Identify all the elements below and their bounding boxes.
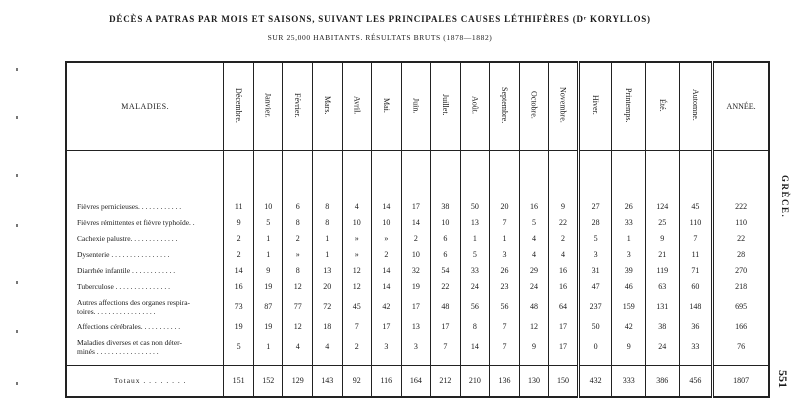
table-cell: 14 [460,335,490,359]
margin-mark [16,224,18,227]
table-cell: 14 [401,215,431,231]
table-cell: 218 [713,279,769,295]
table-cell: 19 [253,279,283,295]
disease-label-line1: Maladies diverses et cas non déter- [77,337,183,347]
table-cell: 13 [401,319,431,335]
month-header: Janvier. [253,62,283,150]
table-cell: 50 [460,199,490,215]
margin-mark [16,68,18,71]
table-cell: 48 [519,295,549,319]
table-cell: 8 [460,319,490,335]
table-subtitle: SUR 25,000 HABITANTS. RÉSULTATS BRUTS (1878—1882) [267,33,493,42]
country-side-label: GRÈCE. [780,175,790,219]
table-cell: 18 [313,319,343,335]
table-cell: 386 [646,365,680,397]
blank-row [66,183,769,199]
table-cell: 10 [372,215,402,231]
disease-label [66,295,224,319]
table-cell: 124 [646,199,680,215]
table-cell: 4 [549,247,579,263]
table-cell: 60 [679,279,713,295]
table-cell: 38 [646,319,680,335]
table-cell: 10 [401,247,431,263]
table-cell: 4 [283,335,313,359]
table-row [66,215,769,231]
table-cell: 9 [224,215,254,231]
table-cell: 11 [679,247,713,263]
table-cell: 4 [519,247,549,263]
table-cell: 29 [519,263,549,279]
table-cell: 148 [679,295,713,319]
month-header: Avril. [342,62,372,150]
table-cell: 22 [431,279,461,295]
disease-label: Dysenterie . . . . . . . . . . . . . . . . [77,250,170,259]
totals-label: Totaux . . . . . . . . [66,365,224,397]
table-cell: 6 [283,199,313,215]
table-cell: 22 [713,231,769,247]
table-cell: 131 [646,295,680,319]
table-cell: 14 [372,279,402,295]
month-header: Septembre. [490,62,520,150]
table-cell: 46 [612,279,646,295]
disease-label-line1: Autres affections des organes respira- [77,297,191,307]
table-cell: 26 [490,263,520,279]
month-header: Novembre. [549,62,579,150]
table-cell: 151 [224,365,254,397]
table-cell: 10 [253,199,283,215]
table-cell: 48 [431,295,461,319]
table-cell: 5 [253,215,283,231]
table-cell: 42 [612,319,646,335]
table-row [66,231,769,247]
table-row [66,247,769,263]
table-cell: 1 [313,231,343,247]
table-cell: 2 [224,247,254,263]
table-cell: 24 [460,279,490,295]
table-cell: 212 [431,365,461,397]
table-cell: 56 [460,295,490,319]
table-cell: 116 [372,365,402,397]
table-cell: 16 [549,263,579,279]
table-cell: 17 [401,295,431,319]
margin-mark [16,281,18,284]
month-header: Décembre. [224,62,254,150]
table-cell: 7 [490,335,520,359]
table-cell: 7 [342,319,372,335]
season-header: Été. [646,62,680,150]
table-cell: 210 [460,365,490,397]
margin-mark [16,330,18,333]
disease-label: Cachexie palustre. . . . . . . . . . . . . [77,234,178,243]
table-cell: 92 [342,365,372,397]
blank-row [66,150,769,167]
disease-label: Diarrhée infantile . . . . . . . . . . . . [77,266,176,275]
table-cell: 166 [713,319,769,335]
table-cell: 9 [519,335,549,359]
table-cell: 136 [490,365,520,397]
table-cell: 143 [313,365,343,397]
table-cell: 1 [612,231,646,247]
table-cell: 9 [253,263,283,279]
table-cell: 1807 [713,365,769,397]
table-cell: 2 [372,247,402,263]
table-cell: 12 [342,263,372,279]
table-cell: 3 [612,247,646,263]
table-cell: 12 [342,279,372,295]
table-cell: 17 [431,319,461,335]
table-cell: 7 [679,231,713,247]
table-cell: 8 [313,199,343,215]
table-cell: 19 [253,319,283,335]
disease-label: Fièvres rémittentes et fièvre typhoïde. . [77,218,195,227]
blank-row [66,167,769,183]
table-cell: 17 [549,319,579,335]
table-cell: » [372,231,402,247]
table-cell: 4 [313,335,343,359]
table-cell: 2 [283,231,313,247]
table-cell: 2 [224,231,254,247]
table-cell: 72 [313,295,343,319]
table-row [66,263,769,279]
table-cell: 5 [460,247,490,263]
page-number: 551 [776,370,790,388]
table-cell: 42 [372,295,402,319]
disease-label [66,335,224,359]
table-cell: 77 [283,295,313,319]
month-header: Août. [460,62,490,150]
table-cell: 23 [490,279,520,295]
table-cell: 76 [713,335,769,359]
table-cell: 9 [646,231,680,247]
table-cell: 119 [646,263,680,279]
year-header: ANNÉE. [713,62,769,150]
table-cell: 7 [490,319,520,335]
table-cell: 130 [519,365,549,397]
margin-mark [16,174,18,177]
table-cell: 432 [578,365,612,397]
table-cell: 31 [578,263,612,279]
table-cell: 20 [313,279,343,295]
table-cell: 695 [713,295,769,319]
table-cell: 3 [372,335,402,359]
month-header: Février. [283,62,313,150]
table-cell: 36 [679,319,713,335]
table-cell: 12 [519,319,549,335]
table-cell: 39 [612,263,646,279]
table-cell: 4 [519,231,549,247]
table-cell: 12 [283,319,313,335]
month-header: Juin. [401,62,431,150]
table-cell: 5 [224,335,254,359]
header-row [66,62,769,150]
table-cell: 1 [490,231,520,247]
table-cell: 17 [549,335,579,359]
table-cell: 2 [401,231,431,247]
table-cell: 13 [460,215,490,231]
month-header: Mars. [313,62,343,150]
disease-label: Fièvres pernicieuses. . . . . . . . . . . . [77,202,182,211]
table-cell: 71 [679,263,713,279]
table-cell: 27 [578,199,612,215]
table-cell: 0 [578,335,612,359]
table-row [66,279,769,295]
table-cell: 110 [713,215,769,231]
season-header: Automne. [679,62,713,150]
table-cell: 456 [679,365,713,397]
table-cell: 50 [578,319,612,335]
table-cell: 64 [549,295,579,319]
table-cell: 73 [224,295,254,319]
month-header: Mai. [372,62,402,150]
table-cell: 237 [578,295,612,319]
month-header: Octobre. [519,62,549,150]
table-cell: 10 [342,215,372,231]
table-cell: 6 [431,247,461,263]
table-cell: » [342,247,372,263]
table-cell: 25 [646,215,680,231]
table-cell: 159 [612,295,646,319]
table-cell: 9 [612,335,646,359]
table-cell: 45 [679,199,713,215]
table-cell: 12 [283,279,313,295]
season-header: Hiver. [578,62,612,150]
table-cell: 9 [549,199,579,215]
disease-label-line2: toires. . . . . . . . . . . . . . . . . [77,306,156,316]
table-cell: 54 [431,263,461,279]
table-cell: 26 [612,199,646,215]
table-cell: 17 [372,319,402,335]
margin-mark [16,116,18,119]
table-cell: 2 [342,335,372,359]
table-cell: 4 [342,199,372,215]
table-cell: 1 [253,247,283,263]
table-row [66,295,769,319]
table-cell: 1 [253,335,283,359]
month-header: Juillet. [431,62,461,150]
table-cell: 5 [578,231,612,247]
table-cell: 24 [646,335,680,359]
table-cell: 152 [253,365,283,397]
totals-row [66,365,769,397]
table-cell: 19 [224,319,254,335]
table-row [66,319,769,335]
table-cell: 6 [431,231,461,247]
disease-label: Tuberculose . . . . . . . . . . . . . . . [77,282,171,291]
table-cell: 17 [401,199,431,215]
table-cell: 110 [679,215,713,231]
table-cell: 10 [431,215,461,231]
table-cell: 16 [549,279,579,295]
table-cell: 7 [431,335,461,359]
table-cell: 333 [612,365,646,397]
table-row [66,199,769,215]
table-cell: 20 [490,199,520,215]
table-cell: 13 [313,263,343,279]
table-cell: 38 [431,199,461,215]
table-cell: 1 [313,247,343,263]
table-cell: 32 [401,263,431,279]
table-cell: 14 [372,263,402,279]
table-cell: 11 [224,199,254,215]
table-cell: 5 [519,215,549,231]
table-cell: 16 [224,279,254,295]
table-cell: 45 [342,295,372,319]
table-row [66,335,769,359]
table-cell: » [342,231,372,247]
table-cell: 19 [401,279,431,295]
table-cell: 3 [401,335,431,359]
table-cell: 270 [713,263,769,279]
season-header: Printemps. [612,62,646,150]
table-cell: 28 [578,215,612,231]
table-cell: 47 [578,279,612,295]
maladies-header: MALADIES. [66,62,224,150]
table-cell: 56 [490,295,520,319]
table-cell: 24 [519,279,549,295]
table-cell: 8 [283,263,313,279]
mortality-table [65,61,770,398]
table-cell: 14 [224,263,254,279]
table-cell: 164 [401,365,431,397]
table-cell: 21 [646,247,680,263]
table-cell: 3 [578,247,612,263]
table-cell: » [283,247,313,263]
table-cell: 150 [549,365,579,397]
table-cell: 33 [460,263,490,279]
table-cell: 1 [253,231,283,247]
table-cell: 222 [713,199,769,215]
table-cell: 8 [283,215,313,231]
table-cell: 7 [490,215,520,231]
table-cell: 28 [713,247,769,263]
margin-mark [16,382,18,385]
table-cell: 2 [549,231,579,247]
table-cell: 14 [372,199,402,215]
disease-label: Affections cérébrales. . . . . . . . . . . [77,322,181,331]
table-cell: 8 [313,215,343,231]
table-cell: 87 [253,295,283,319]
disease-label-line2: minés . . . . . . . . . . . . . . . . . [77,346,159,356]
table-cell: 33 [612,215,646,231]
table-cell: 3 [490,247,520,263]
table-cell: 129 [283,365,313,397]
table-cell: 63 [646,279,680,295]
table-title: DÉCÈS A PATRAS PAR MOIS ET SAISONS, SUIVANT LES PRINCIPALES CAUSES LÉTHIFÈRES (Dʳ KORYLLOS) [109,14,651,24]
table-cell: 1 [460,231,490,247]
table-cell: 33 [679,335,713,359]
table-cell: 22 [549,215,579,231]
table-body [66,150,769,397]
table-cell: 16 [519,199,549,215]
